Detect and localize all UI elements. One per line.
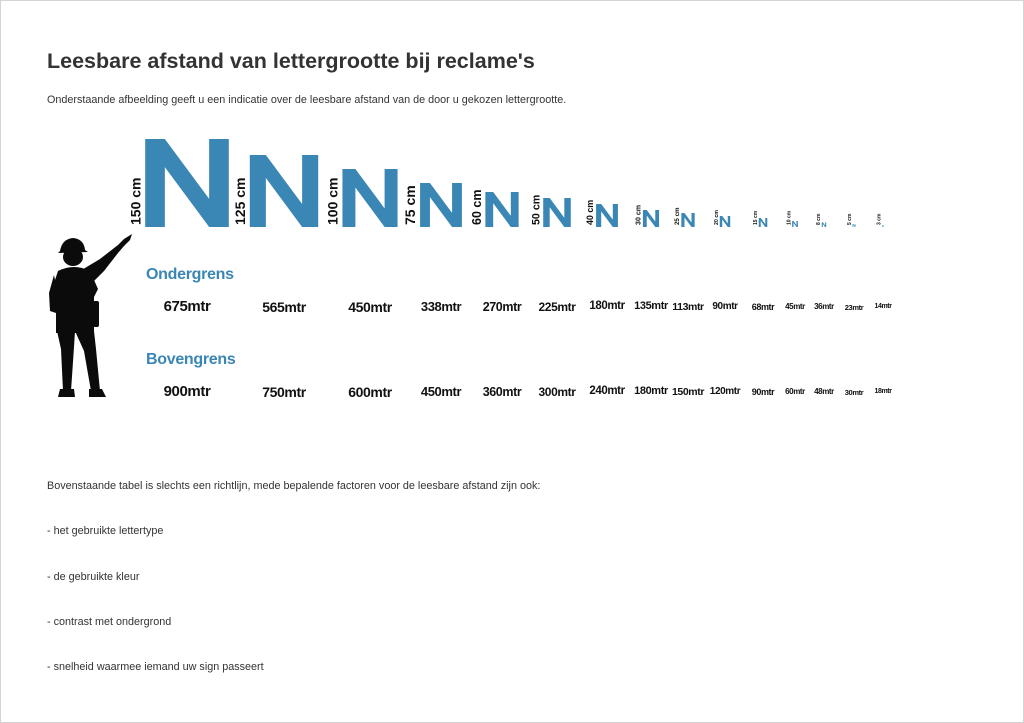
intro-text: Onderstaande afbeelding geeft u een indicatie over de leesbare afstand van de door u gekozen lettergrootte. bbox=[47, 94, 567, 106]
letter-n-4 bbox=[485, 192, 518, 227]
distance-value: 150mtr bbox=[671, 385, 705, 398]
distance-value: 36mtr bbox=[814, 302, 834, 312]
letter-n-0 bbox=[145, 139, 229, 227]
letter-n-8 bbox=[681, 213, 694, 227]
distance-value: 300mtr bbox=[538, 384, 576, 399]
letter-n-12 bbox=[822, 222, 826, 227]
distance-value: 113mtr bbox=[672, 300, 704, 313]
distance-value: 338mtr bbox=[420, 299, 462, 315]
distance-value: 90mtr bbox=[751, 386, 775, 397]
letter-n-11 bbox=[792, 221, 798, 227]
notes-intro: Bovenstaande tabel is slechts een richtlijn, mede bepalende factoren voor de leesbare afstand zijn ook: bbox=[47, 480, 541, 492]
distance-value: 600mtr bbox=[348, 383, 392, 400]
distance-value: 675mtr bbox=[163, 298, 211, 315]
size-label-2: 100 cm bbox=[324, 177, 341, 225]
note-item: - snelheid waarmee iemand uw sign passeert bbox=[47, 661, 264, 673]
distance-value: 45mtr bbox=[785, 302, 805, 312]
size-label-6: 40 cm bbox=[584, 199, 595, 225]
size-label-13: 5 cm bbox=[846, 213, 853, 225]
note-item: - de gebruikte kleur bbox=[47, 571, 140, 583]
distance-value: 450mtr bbox=[348, 298, 392, 315]
distance-value: 18mtr bbox=[874, 387, 892, 395]
size-label-8: 25 cm bbox=[674, 207, 682, 225]
note-item: - het gebruikte lettertype bbox=[47, 525, 164, 537]
letter-n-1 bbox=[250, 155, 318, 227]
distance-value: 120mtr bbox=[709, 386, 741, 397]
distance-value: 14mtr bbox=[874, 302, 892, 310]
distance-value: 180mtr bbox=[634, 385, 668, 398]
letter-n-9 bbox=[720, 216, 730, 227]
letter-n-10 bbox=[759, 218, 768, 227]
letter-n-2 bbox=[342, 169, 397, 227]
letter-n-3 bbox=[420, 183, 462, 227]
size-label-1: 125 cm bbox=[231, 177, 248, 225]
size-label-5: 50 cm bbox=[530, 194, 543, 225]
distance-value: 135mtr bbox=[634, 300, 668, 313]
size-label-7: 30 cm bbox=[634, 204, 643, 225]
letter-n-5 bbox=[543, 198, 571, 227]
distance-value: 48mtr bbox=[814, 387, 834, 397]
ondergrens-label: Ondergrens bbox=[146, 266, 234, 283]
page-title: Leesbare afstand van lettergrootte bij reclame's bbox=[47, 49, 535, 73]
distance-value: 360mtr bbox=[482, 384, 522, 399]
distance-value: 180mtr bbox=[589, 300, 625, 313]
size-label-9: 20 cm bbox=[713, 209, 720, 225]
letter-n-7 bbox=[643, 210, 659, 227]
distance-value: 23mtr bbox=[844, 302, 864, 312]
distance-value: 30mtr bbox=[844, 387, 864, 397]
distance-value: 225mtr bbox=[538, 299, 576, 314]
distance-value: 900mtr bbox=[163, 383, 211, 400]
letter-n-6 bbox=[596, 204, 618, 227]
size-label-14: 3 cm bbox=[876, 213, 883, 225]
distance-value: 68mtr bbox=[751, 301, 775, 312]
size-label-11: 10 cm bbox=[786, 210, 793, 225]
size-label-12: 8 cm bbox=[816, 213, 823, 225]
distance-value: 90mtr bbox=[712, 301, 738, 312]
distance-value: 60mtr bbox=[785, 387, 805, 397]
distance-value: 270mtr bbox=[482, 299, 522, 314]
letter-n-13 bbox=[853, 224, 856, 227]
note-item: - contrast met ondergrond bbox=[47, 616, 172, 628]
distance-value: 750mtr bbox=[262, 383, 306, 400]
size-label-4: 60 cm bbox=[470, 189, 484, 225]
bovengrens-label: Bovengrens bbox=[146, 351, 236, 368]
distance-value: 450mtr bbox=[420, 384, 462, 400]
size-label-10: 15 cm bbox=[752, 210, 759, 225]
distance-value: 240mtr bbox=[589, 385, 625, 398]
distance-value: 565mtr bbox=[262, 298, 306, 315]
size-label-3: 75 cm bbox=[402, 185, 419, 225]
size-label-0: 150 cm bbox=[127, 177, 144, 225]
letter-n-14 bbox=[882, 225, 884, 227]
letter-size-figure bbox=[1, 1, 1024, 261]
